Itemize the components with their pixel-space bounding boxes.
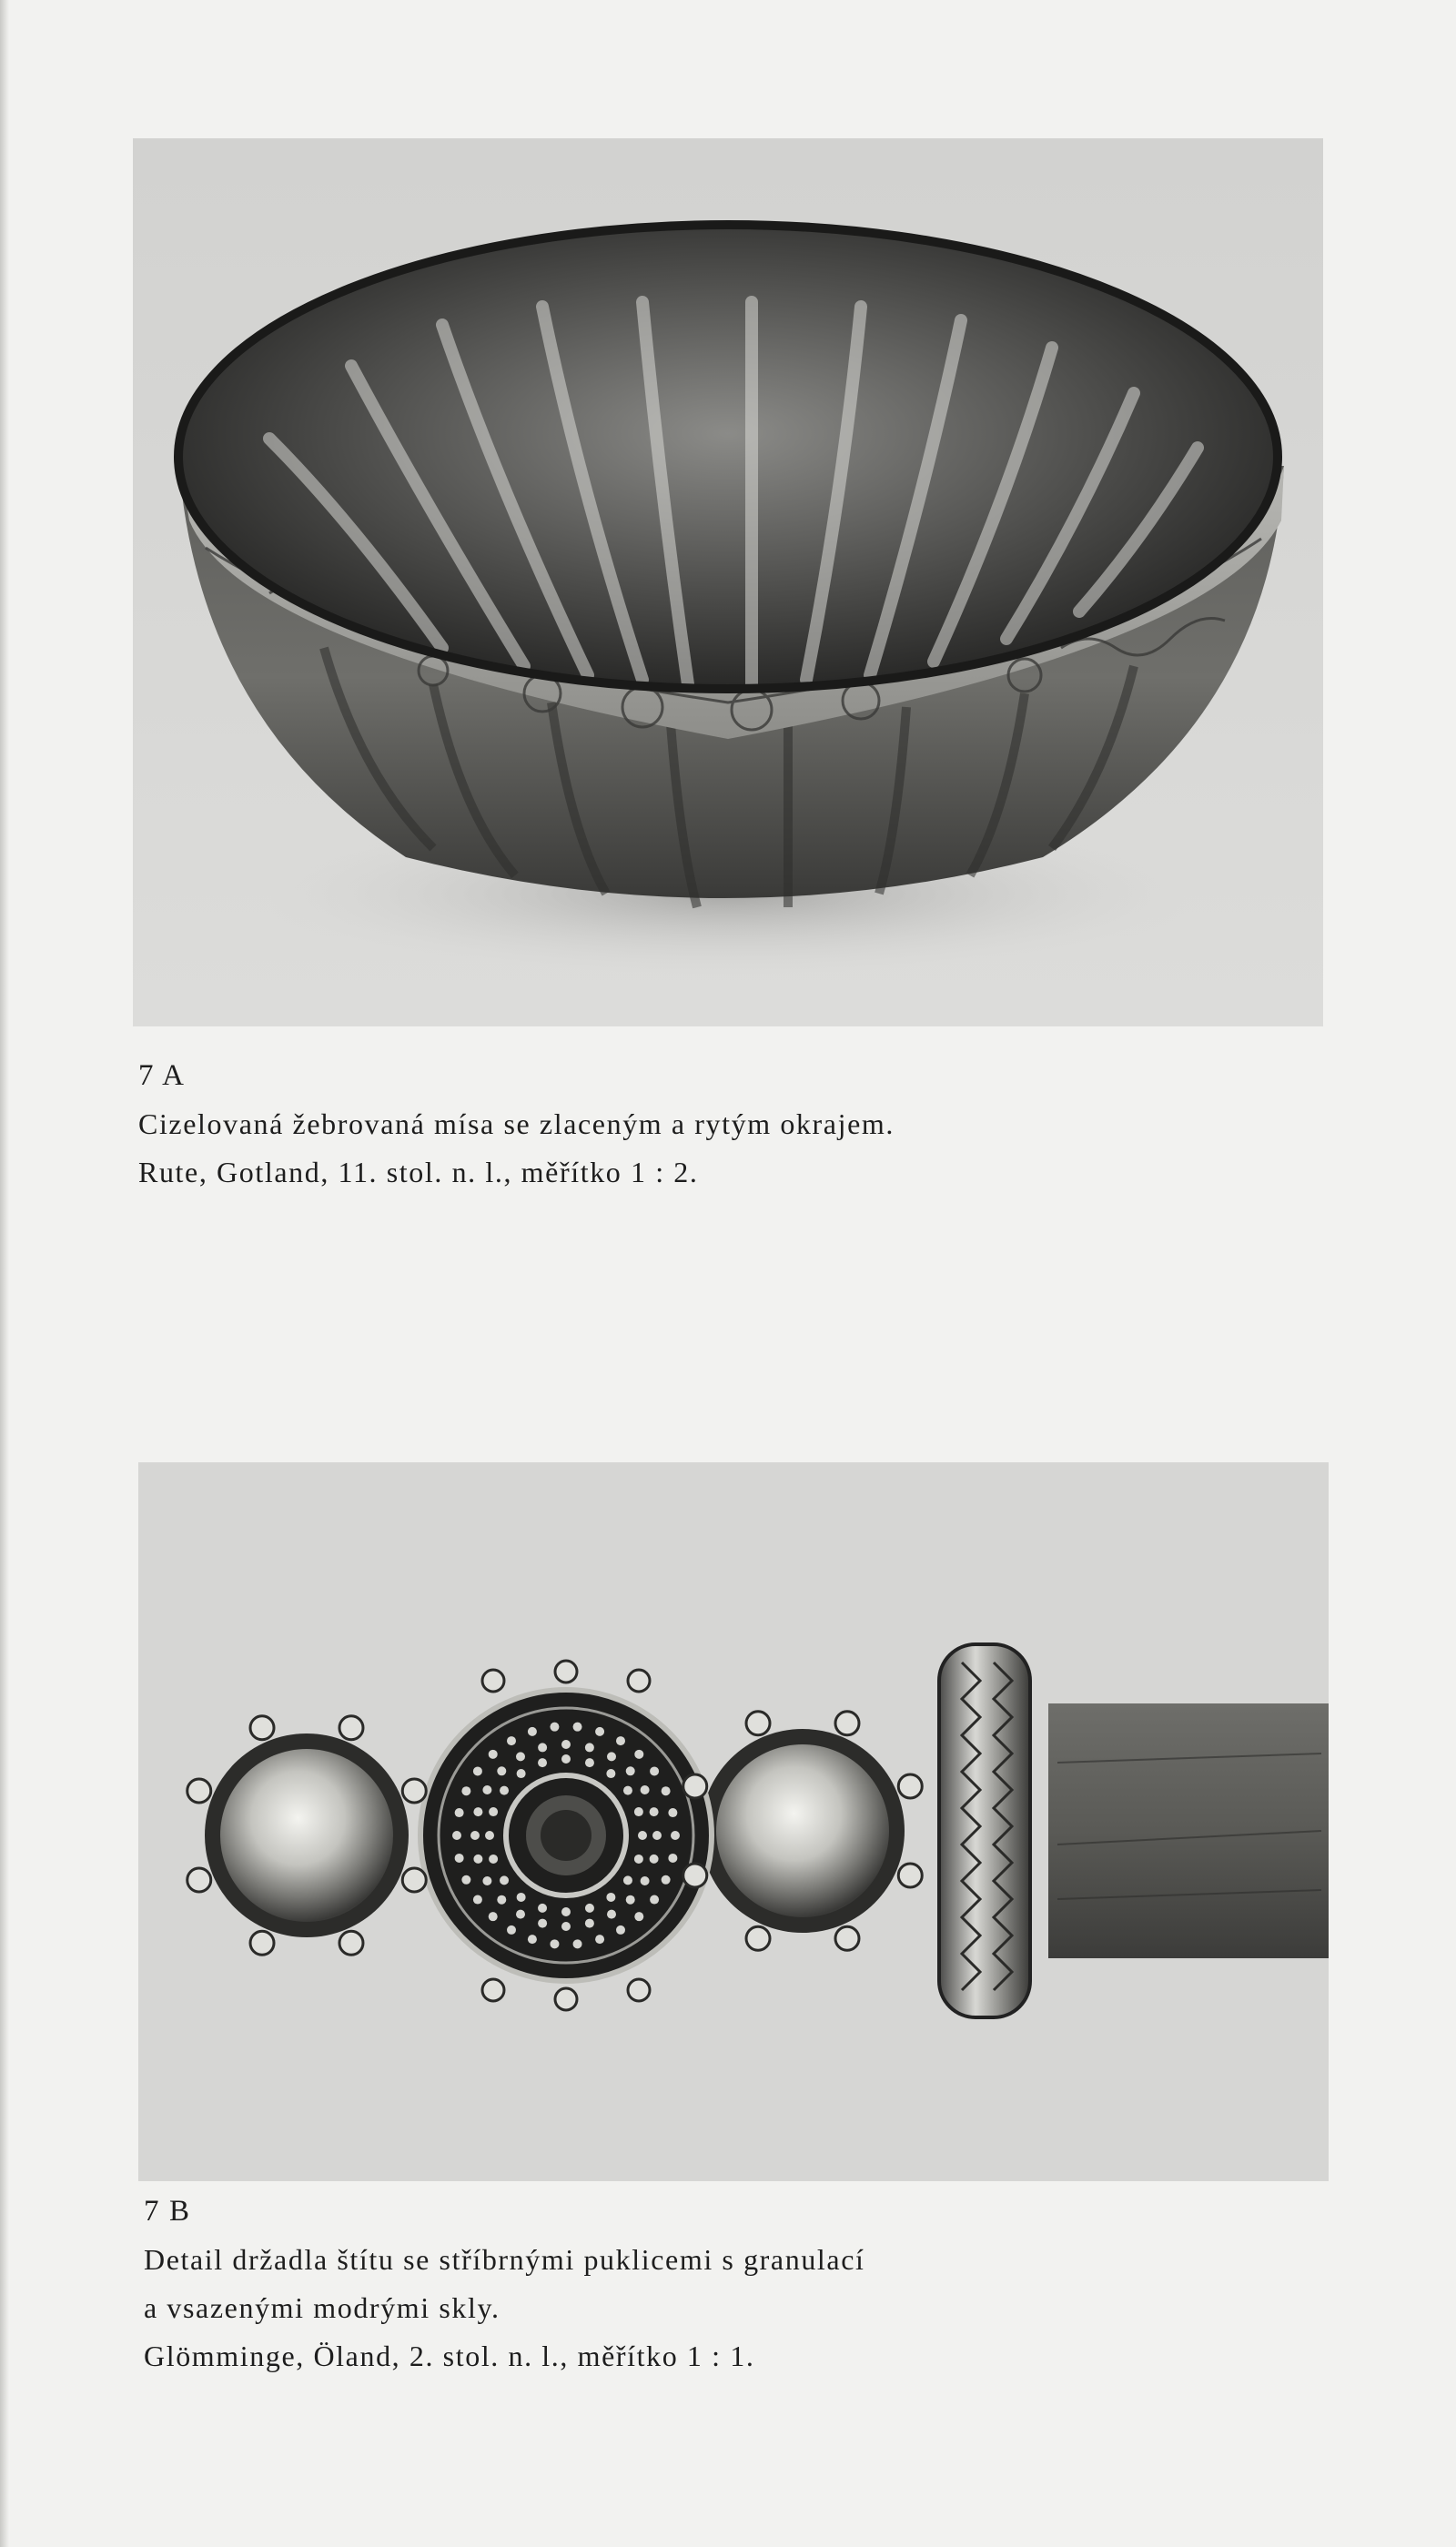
- granule: [641, 1785, 650, 1794]
- granule: [489, 1855, 498, 1864]
- granule: [561, 1754, 571, 1764]
- granule: [671, 1831, 680, 1840]
- boss-pin: [835, 1926, 859, 1950]
- granule: [634, 1855, 643, 1864]
- bowl-photo: [133, 138, 1323, 1026]
- granule: [528, 1727, 537, 1736]
- granule: [662, 1786, 671, 1795]
- granule: [470, 1831, 480, 1840]
- granule: [650, 1766, 659, 1775]
- boss-pin: [835, 1712, 859, 1735]
- granule: [489, 1912, 498, 1921]
- granule: [497, 1766, 506, 1775]
- boss-pin: [250, 1931, 274, 1955]
- granule: [452, 1831, 461, 1840]
- granule: [473, 1895, 482, 1905]
- granule: [626, 1766, 635, 1775]
- granule: [616, 1925, 625, 1935]
- granule: [634, 1750, 643, 1759]
- caption-7a: [138, 1052, 1321, 1197]
- granule: [538, 1758, 547, 1767]
- granule: [585, 1743, 594, 1752]
- granule: [489, 1750, 498, 1759]
- granule: [561, 1907, 571, 1916]
- granule: [616, 1736, 625, 1745]
- boss-pin: [339, 1716, 363, 1740]
- granule: [500, 1875, 509, 1885]
- photo-plate-7a-bowl: [133, 138, 1323, 1026]
- granule: [626, 1895, 635, 1905]
- granule: [528, 1935, 537, 1944]
- boss-pin: [187, 1779, 211, 1803]
- granule: [607, 1910, 616, 1919]
- granule: [650, 1895, 659, 1905]
- caption-line: Cizelovaná žebrovaná mísa se zlaceným a rytým okrajem.: [138, 1107, 895, 1140]
- caption-line: Detail držadla štítu se stříbrnými puklicemi s granulací: [144, 2243, 865, 2276]
- granule: [652, 1831, 662, 1840]
- granule: [482, 1876, 491, 1885]
- granule: [497, 1895, 506, 1905]
- granule: [461, 1786, 470, 1795]
- granule: [500, 1786, 509, 1795]
- caption-line: Glömminge, Öland, 2. stol. n. l., měřítko 1 : 1.: [144, 2340, 755, 2372]
- caption-line: a vsazenými modrými skly.: [144, 2291, 500, 2324]
- granule: [585, 1904, 594, 1913]
- granule: [538, 1743, 547, 1752]
- granule: [650, 1855, 659, 1864]
- granule: [516, 1752, 525, 1761]
- granule: [634, 1807, 643, 1816]
- granule: [517, 1893, 526, 1902]
- granule: [623, 1786, 632, 1795]
- granule: [561, 1922, 571, 1931]
- disc-pin: [628, 1670, 650, 1692]
- granule: [455, 1854, 464, 1863]
- granule: [585, 1919, 594, 1928]
- granule: [482, 1785, 491, 1794]
- spine-shadow: [0, 0, 9, 2547]
- boss-pin: [339, 1931, 363, 1955]
- granule: [585, 1758, 594, 1767]
- disc-pin: [555, 1661, 577, 1683]
- boss-pin: [898, 1774, 922, 1798]
- granule: [641, 1876, 650, 1885]
- boss-pin: [250, 1716, 274, 1740]
- granule: [668, 1808, 677, 1817]
- granule: [473, 1855, 482, 1864]
- granule: [634, 1912, 643, 1921]
- granule: [623, 1875, 632, 1885]
- granule: [606, 1893, 615, 1902]
- granule: [516, 1910, 525, 1919]
- granule: [473, 1807, 482, 1816]
- plate-number: 7 A: [138, 1059, 186, 1092]
- granule: [573, 1723, 582, 1732]
- boss-pin: [683, 1774, 707, 1798]
- granule: [507, 1736, 516, 1745]
- disc-pin: [555, 1988, 577, 2010]
- boss-pin: [402, 1868, 426, 1892]
- granule: [517, 1769, 526, 1778]
- granule: [595, 1935, 604, 1944]
- disc-pin: [628, 1979, 650, 2001]
- granule: [638, 1831, 647, 1840]
- granule: [489, 1807, 498, 1816]
- boss-pin: [683, 1864, 707, 1887]
- disc-pin: [482, 1979, 504, 2001]
- granule: [668, 1854, 677, 1863]
- granule: [473, 1766, 482, 1775]
- boss-pin: [746, 1926, 770, 1950]
- caption-line: Rute, Gotland, 11. stol. n. l., měřítko 1 : 2.: [138, 1156, 699, 1188]
- granule: [573, 1939, 582, 1948]
- granule: [606, 1769, 615, 1778]
- boss-pin: [746, 1712, 770, 1735]
- disc-pin: [482, 1670, 504, 1692]
- granule: [650, 1807, 659, 1816]
- shield-handle-photo: [138, 1462, 1329, 2181]
- granule: [595, 1727, 604, 1736]
- caption-7b: [144, 2188, 1327, 2380]
- boss-pin: [898, 1864, 922, 1887]
- granule: [455, 1808, 464, 1817]
- photo-plate-7b-shield-handle: [138, 1462, 1329, 2181]
- granule: [507, 1925, 516, 1935]
- granule: [550, 1939, 559, 1948]
- granule: [550, 1723, 559, 1732]
- boss-pin: [187, 1868, 211, 1892]
- granule: [538, 1904, 547, 1913]
- granule: [607, 1752, 616, 1761]
- granule: [461, 1875, 470, 1885]
- granule: [561, 1740, 571, 1749]
- granule: [662, 1875, 671, 1885]
- plate-number: 7 B: [144, 2195, 191, 2228]
- granule: [538, 1919, 547, 1928]
- boss-pin: [402, 1779, 426, 1803]
- granule: [485, 1831, 494, 1840]
